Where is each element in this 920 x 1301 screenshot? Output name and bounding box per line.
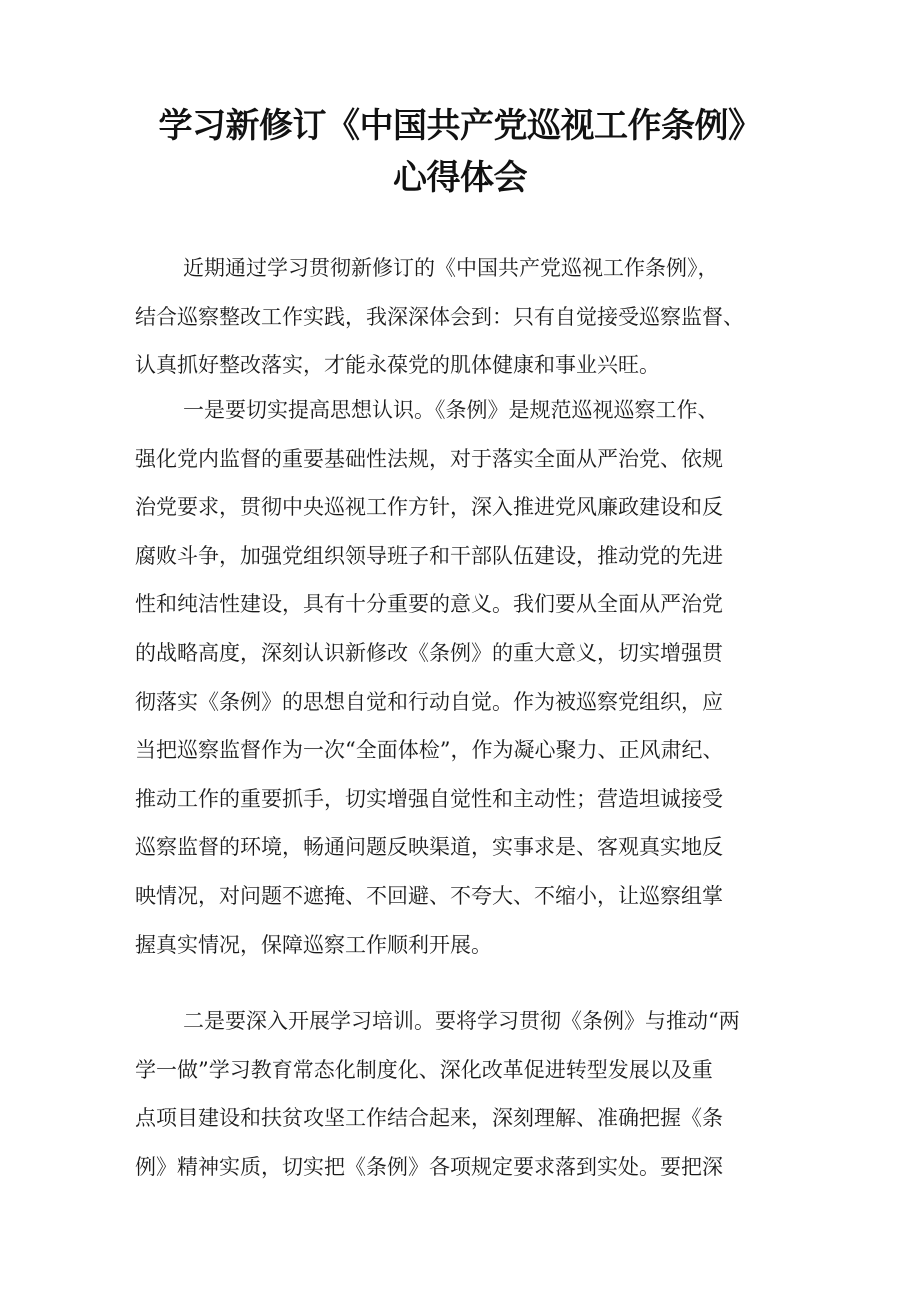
paragraph-line: 推动工作的重要抓手，切实增强自觉性和主动性；营造坦诚接受 — [135, 786, 723, 811]
paragraph-line: 的战略高度，深刻认识新修改《条例》的重大意义，切实增强贯 — [135, 640, 723, 665]
document-title: 学习新修订《中国共产党巡视工作条例》 — [158, 106, 762, 146]
paragraph-line: 认真抓好整改落实，才能永葆党的肌体健康和事业兴旺。 — [135, 353, 660, 378]
paragraph-line: 映情况，对问题不遮掩、不回避、不夸大、不缩小，让巡察组掌 — [135, 883, 723, 908]
paragraph-line: 学一做”学习教育常态化制度化、深化改革促进转型发展以及重 — [135, 1057, 713, 1082]
paragraph-line: 腐败斗争，加强党组织领导班子和干部队伍建设，推动党的先进 — [135, 543, 723, 568]
paragraph-line: 治党要求，贯彻中央巡视工作方针，深入推进党风廉政建设和反 — [135, 495, 723, 520]
paragraph-line: 结合巡察整改工作实践，我深深体会到：只有自觉接受巡察监督、 — [135, 304, 744, 329]
paragraph-line: 二是要深入开展学习培训。要将学习贯彻《条例》与推动“两 — [183, 1009, 740, 1033]
paragraph-intro — [135, 244, 795, 390]
paragraph-line: 一是要切实提高思想认识。《条例》是规范巡视巡察工作、 — [183, 398, 719, 422]
document-subtitle: 心得体会 — [393, 158, 527, 198]
paragraph-line: 彻落实《条例》的思想自觉和行动自觉。作为被巡察党组织，应 — [135, 689, 723, 714]
paragraph-point-one — [135, 386, 795, 969]
paragraph-line: 握真实情况，保障巡察工作顺利开展。 — [135, 932, 492, 957]
paragraph-line: 当把巡察监督作为一次“全面体检”，作为凝心聚力、正风肃纪、 — [135, 738, 724, 763]
paragraph-line: 例》精神实质，切实把《条例》各项规定要求落到实处。要把深 — [135, 1154, 723, 1179]
paragraph-line: 点项目建设和扶贫攻坚工作结合起来，深刻理解、准确把握《条 — [135, 1106, 723, 1131]
paragraph-line: 巡察监督的环境，畅通问题反映渠道，实事求是、客观真实地反 — [135, 835, 723, 860]
paragraph-line: 近期通过学习贯彻新修订的《中国共产党巡视工作条例》， — [183, 256, 719, 280]
paragraph-point-two — [135, 997, 795, 1191]
paragraph-line: 强化党内监督的重要基础性法规，对于落实全面从严治党、依规 — [135, 446, 723, 471]
paragraph-line: 性和纯洁性建设，具有十分重要的意义。我们要从全面从严治党 — [135, 592, 723, 617]
